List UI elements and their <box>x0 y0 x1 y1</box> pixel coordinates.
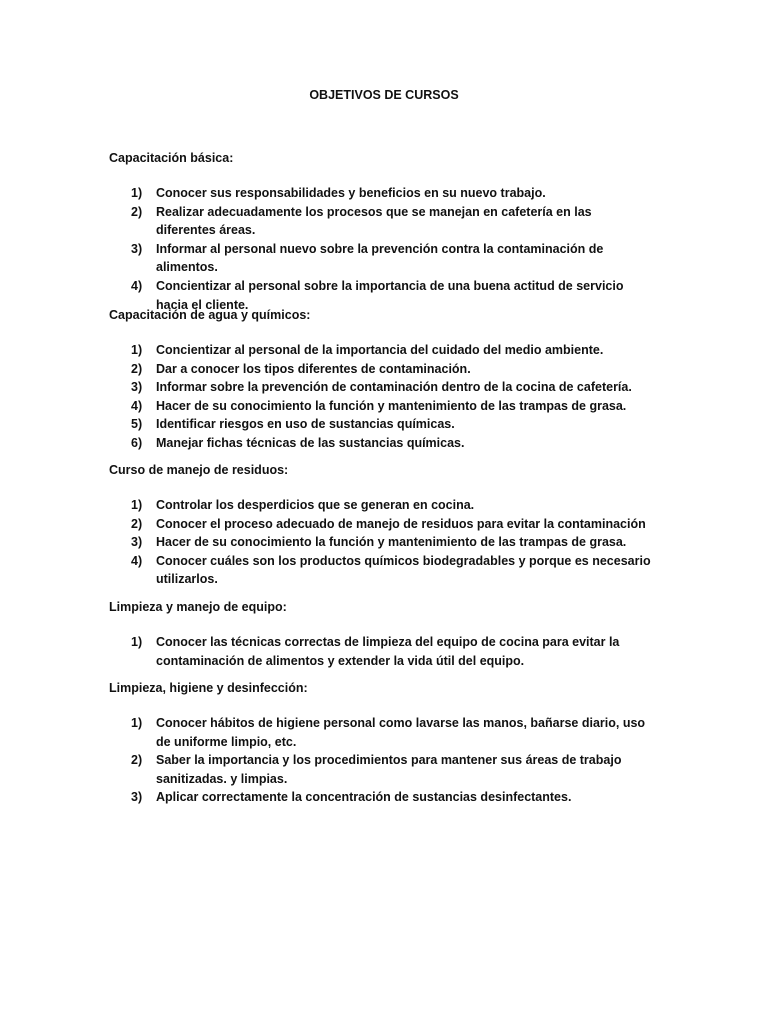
item-text: Hacer de su conocimiento la función y mantenimiento de las trampas de grasa. <box>156 398 627 413</box>
list-item <box>109 751 654 788</box>
item-number: 3) <box>131 241 143 256</box>
list-item <box>109 788 654 807</box>
section-agua-quimicos <box>109 308 654 453</box>
objective-list <box>109 341 654 453</box>
list-item <box>109 714 654 751</box>
section-heading: Limpieza y manejo de equipo: <box>109 600 287 614</box>
item-number: 6) <box>131 435 143 450</box>
item-text: Concientizar al personal sobre la importancia de una buena actitud de servicio hacia el cliente. <box>156 278 624 312</box>
item-text: Concientizar al personal de la importancia del cuidado del medio ambiente. <box>156 343 604 357</box>
item-text: Dar a conocer los tipos diferentes de contaminación. <box>156 361 471 376</box>
item-number: 1) <box>131 343 143 357</box>
list-item <box>109 203 654 240</box>
item-text: Informar al personal nuevo sobre la prevención contra la contaminación de alimentos. <box>156 241 604 275</box>
item-text: Conocer las técnicas correctas de limpieza del equipo de cocina para evitar la contaminación de alimentos y extender la vida útil del equipo. <box>156 635 620 668</box>
item-number: 2) <box>131 753 143 768</box>
list-item <box>109 378 654 397</box>
item-number: 3) <box>131 380 143 395</box>
item-text: Conocer hábitos de higiene personal como lavarse las manos, bañarse diario, uso de uniforme limpio, etc. <box>156 716 646 749</box>
item-text: Hacer de su conocimiento la función y mantenimiento de las trampas de grasa. <box>156 535 627 550</box>
item-text: Controlar los desperdicios que se generan en cocina. <box>156 498 475 512</box>
section-manejo-residuos <box>109 463 654 589</box>
list-item <box>109 360 654 379</box>
list-item <box>109 496 654 515</box>
objective-list <box>109 714 654 807</box>
item-text: Manejar fichas técnicas de las sustancias químicas. <box>156 435 465 450</box>
item-number: 4) <box>131 398 143 413</box>
item-number: 5) <box>131 417 143 432</box>
list-item <box>109 533 654 552</box>
item-number: 3) <box>131 535 143 550</box>
item-number: 1) <box>131 498 143 512</box>
item-number: 1) <box>131 716 143 730</box>
item-number: 2) <box>131 204 143 219</box>
item-text: Conocer sus responsabilidades y beneficios en su nuevo trabajo. <box>156 186 546 200</box>
item-text: Informar sobre la prevención de contaminación dentro de la cocina de cafetería. <box>156 380 632 395</box>
list-item <box>109 515 654 534</box>
item-number: 3) <box>131 790 143 805</box>
document-title: OBJETIVOS DE CURSOS <box>309 88 459 102</box>
item-number: 1) <box>131 186 143 200</box>
item-number: 2) <box>131 361 143 376</box>
section-capacitacion-basica <box>109 151 654 314</box>
objective-list <box>109 633 654 670</box>
section-limpieza-equipo <box>109 600 654 670</box>
list-item <box>109 633 654 670</box>
section-heading: Limpieza, higiene y desinfección: <box>109 681 308 695</box>
list-item <box>109 240 654 277</box>
item-number: 4) <box>131 278 143 293</box>
item-text: Identificar riesgos en uso de sustancias químicas. <box>156 417 455 432</box>
objective-list <box>109 496 654 589</box>
item-text: Aplicar correctamente la concentración de sustancias desinfectantes. <box>156 790 572 805</box>
item-text: Conocer cuáles son los productos químicos biodegradables y porque es necesario utilizarlos. <box>156 553 651 587</box>
section-heading: Curso de manejo de residuos: <box>109 463 289 477</box>
item-text: Realizar adecuadamente los procesos que se manejan en cafetería en las diferentes áreas. <box>156 204 592 238</box>
list-item <box>109 341 654 360</box>
objective-list <box>109 184 654 314</box>
section-heading: Capacitación de agua y químicos: <box>109 308 311 322</box>
list-item <box>109 552 654 589</box>
item-number: 1) <box>131 635 143 649</box>
list-item <box>109 434 654 453</box>
item-number: 2) <box>131 516 143 531</box>
list-item <box>109 397 654 416</box>
section-heading: Capacitación básica: <box>109 151 234 165</box>
item-number: 4) <box>131 553 143 568</box>
list-item <box>109 184 654 203</box>
section-higiene-desinfeccion <box>109 681 654 807</box>
list-item <box>109 415 654 434</box>
item-text: Conocer el proceso adecuado de manejo de residuos para evitar la contaminación <box>156 516 646 531</box>
item-text: Saber la importancia y los procedimientos para mantener sus áreas de trabajo sanitizadas. y limpias. <box>156 753 622 786</box>
